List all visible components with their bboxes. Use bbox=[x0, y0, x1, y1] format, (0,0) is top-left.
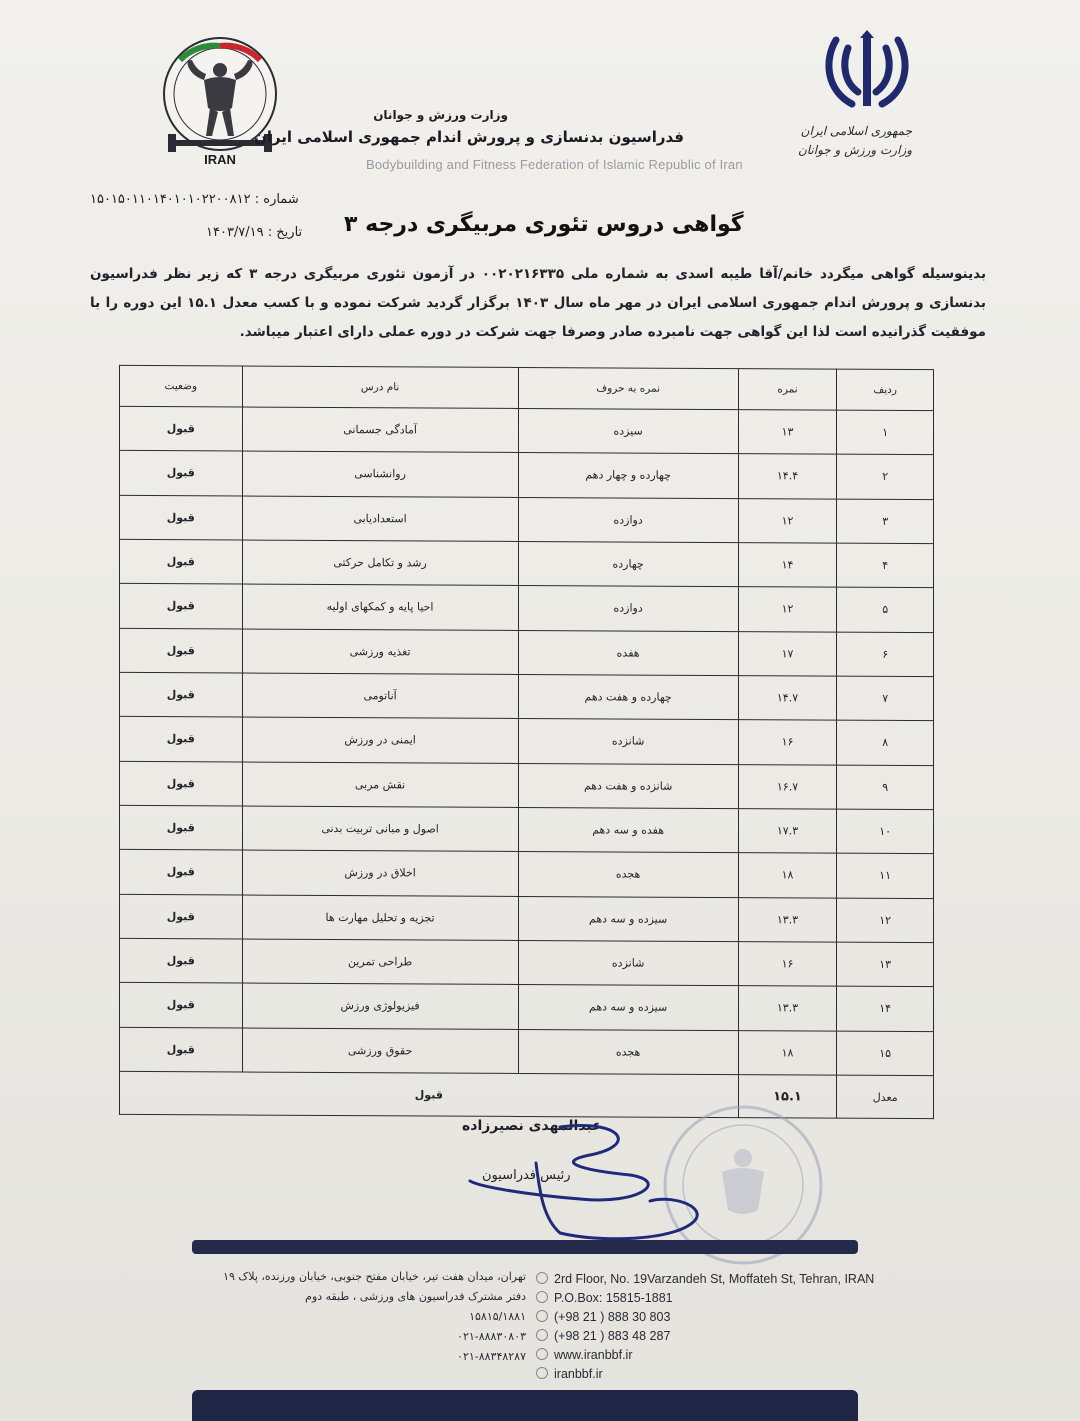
cell-row-number: ۱ bbox=[837, 410, 934, 455]
cell-score-words: چهارده و چهار دهم bbox=[518, 453, 738, 498]
table-row bbox=[120, 406, 934, 455]
cell-row-number: ۹ bbox=[837, 765, 934, 810]
table-row bbox=[120, 584, 934, 633]
cell-status: قبول bbox=[120, 1027, 243, 1072]
globe-icon bbox=[536, 1348, 548, 1360]
cell-row-number: ۴ bbox=[837, 543, 934, 588]
footer-address-fa: تهران، میدان هفت تیر، خیابان مفتح جنوبی، خیابان ورزنده، پلاک ۱۹ bbox=[223, 1270, 526, 1283]
cell-course-name: تغذیه ورزشی bbox=[242, 629, 518, 675]
table-row bbox=[120, 451, 934, 500]
cell-score: ۱۳.۳ bbox=[738, 897, 837, 942]
cell-status: قبول bbox=[120, 451, 243, 496]
cell-score-words: سیزده و سه دهم bbox=[518, 985, 738, 1030]
cell-score: ۱۷ bbox=[738, 631, 837, 676]
cell-row-number: ۳ bbox=[837, 499, 934, 544]
cell-course-name: فیزیولوژی ورزش bbox=[242, 983, 518, 1029]
table-row bbox=[120, 938, 934, 987]
cell-course-name: حقوق ورزشی bbox=[242, 1028, 518, 1074]
table-row bbox=[120, 1027, 934, 1076]
mail-icon bbox=[536, 1291, 548, 1303]
cell-course-name: اصول و مبانی تربیت بدنی bbox=[242, 806, 518, 852]
cell-status: قبول bbox=[120, 717, 243, 762]
letter-date: تاریخ : ۱۴۰۳/۷/۱۹ bbox=[206, 225, 303, 240]
signer-name: عبدالمهدی نصیرزاده bbox=[462, 1118, 602, 1134]
table-row bbox=[120, 628, 934, 677]
header-score-words: نمره به حروف bbox=[518, 367, 738, 409]
footer-pobox-en bbox=[536, 1291, 673, 1305]
cell-status: قبول bbox=[120, 628, 243, 673]
header-score: نمره bbox=[738, 369, 837, 411]
cell-status: قبول bbox=[120, 584, 243, 629]
cell-row-number: ۱۵ bbox=[837, 1031, 934, 1076]
table-row bbox=[120, 894, 934, 943]
cell-score: ۱۳.۳ bbox=[738, 986, 837, 1031]
grades-table-body bbox=[120, 406, 934, 1075]
cell-row-number: ۶ bbox=[837, 632, 934, 677]
cell-status: قبول bbox=[120, 406, 243, 451]
cell-score-words: چهارده bbox=[518, 541, 738, 586]
cell-status: قبول bbox=[120, 938, 243, 983]
cell-status: قبول bbox=[120, 672, 243, 717]
federation-logo-icon bbox=[158, 30, 282, 168]
cell-status: قبول bbox=[120, 805, 243, 850]
cell-score-words: هفده و سه دهم bbox=[518, 807, 738, 852]
cell-course-name: اخلاق در ورزش bbox=[242, 850, 518, 896]
location-icon bbox=[536, 1272, 548, 1284]
cell-score-words: شانزده و هفت دهم bbox=[518, 763, 738, 808]
ministry-label: وزارت ورزش و جوانان bbox=[373, 108, 508, 122]
fax-icon bbox=[536, 1329, 548, 1341]
average-score: ۱۵.۱ bbox=[738, 1075, 837, 1119]
grades-table bbox=[119, 365, 934, 1119]
cell-score-words: سیزده bbox=[518, 408, 738, 453]
cell-row-number: ۷ bbox=[837, 676, 934, 721]
table-row bbox=[120, 761, 934, 810]
cell-score: ۱۸ bbox=[738, 853, 837, 898]
cell-course-name: طراحی تمرین bbox=[242, 939, 518, 985]
table-row bbox=[120, 805, 934, 854]
cell-course-name: رشد و تکامل حرکتی bbox=[242, 540, 518, 586]
footer-address-en-text: 2rd Floor, No. 19Varzandeh St, Moffateh St, Tehran, IRAN bbox=[554, 1272, 875, 1286]
cell-score-words: شانزده bbox=[518, 719, 738, 764]
handwritten-signature-icon bbox=[440, 1115, 710, 1245]
cell-score: ۱۴.۴ bbox=[738, 454, 837, 499]
cell-score: ۱۴.۷ bbox=[738, 676, 837, 721]
cell-score-words: هفده bbox=[518, 630, 738, 675]
table-row bbox=[120, 495, 934, 544]
cell-score: ۱۲ bbox=[738, 587, 837, 632]
cell-score-words: دوازده bbox=[518, 497, 738, 542]
cell-course-name: آناتومی bbox=[242, 673, 518, 719]
cell-row-number: ۱۱ bbox=[837, 853, 934, 898]
gov-name-line: جمهوری اسلامی ایران bbox=[800, 124, 912, 138]
table-header-row bbox=[120, 365, 934, 410]
cell-row-number: ۲ bbox=[837, 454, 934, 499]
table-row bbox=[120, 672, 934, 721]
cell-score: ۱۴ bbox=[738, 543, 837, 588]
table-row bbox=[120, 850, 934, 899]
cell-course-name: استعدادیابی bbox=[242, 496, 518, 542]
cell-status: قبول bbox=[120, 983, 243, 1028]
footer-address-en bbox=[536, 1272, 874, 1286]
table-row bbox=[120, 717, 934, 766]
cell-row-number: ۱۰ bbox=[837, 809, 934, 854]
footer-phone1-fa: ۰۲۱-۸۸۸۳۰۸۰۳ bbox=[457, 1330, 526, 1343]
certificate-body: بدینوسیله گواهی میگردد خانم/آقا طیبه اسدی به شماره ملی ۰۰۲۰۲۱۶۳۳۵ در آزمون تئوری مربیگری درجه ۳ که زیر نظر فدراسیون بدنسازی و پرورش اندام جمهوری اسلامی ایران در مهر ماه سال ۱۴۰۳ برگزار گردید شرکت نموده و با کسب معدل ۱۵.۱ این دوره را با موفقیت گذرانیده است لذا این گواهی جهت نامبرده صادر وصرفا جهت شرکت در دوره عملی دارای اعتبار میباشد. bbox=[90, 266, 987, 340]
cell-course-name: احیا پایه و کمکهای اولیه bbox=[242, 584, 518, 630]
cell-score: ۱۶ bbox=[738, 720, 837, 765]
cell-course-name: تجزیه و تحلیل مهارت ها bbox=[242, 895, 518, 941]
cell-score-words: سیزده و سه دهم bbox=[518, 896, 738, 941]
federation-name-fa: فدراسیون بدنسازی و پرورش اندام جمهوری اسلامی ایران bbox=[254, 128, 684, 146]
cell-course-name: ایمنی در ورزش bbox=[242, 717, 518, 763]
cell-row-number: ۱۲ bbox=[837, 898, 934, 943]
footer-website-text: www.iranbbf.ir bbox=[554, 1348, 633, 1362]
certificate-title: گواهی دروس تئوری مربیگری درجه ۳ bbox=[344, 212, 744, 237]
footer-phone2-en bbox=[536, 1329, 670, 1343]
cell-status: قبول bbox=[120, 894, 243, 939]
header-row-number: ردیف bbox=[837, 369, 934, 411]
footer-website bbox=[536, 1348, 633, 1362]
footer-postal-fa: ۱۵۸۱۵/۱۸۸۱ bbox=[469, 1310, 526, 1323]
cell-status: قبول bbox=[120, 850, 243, 895]
average-status: قبول bbox=[120, 1071, 739, 1117]
iran-emblem-icon bbox=[822, 30, 912, 114]
cell-score-words: هجده bbox=[518, 852, 738, 897]
cell-score-words: شانزده bbox=[518, 940, 738, 985]
footer-office-fa: دفتر مشترک فدراسیون های ورزشی ، طبقه دوم bbox=[305, 1290, 526, 1303]
footer-pobox-en-text: P.O.Box: 15815-1881 bbox=[554, 1291, 673, 1305]
footer-phone1-en bbox=[536, 1310, 670, 1324]
letter-number: شماره : ۱۵۰۱۵۰۱۱۰۱۴۰۱۰۱۰۲۲۰۰۸۱۲ bbox=[90, 192, 299, 207]
cell-course-name: نقش مربی bbox=[242, 762, 518, 808]
header-status: وضعیت bbox=[120, 365, 243, 407]
cell-row-number: ۱۴ bbox=[837, 986, 934, 1031]
table-row bbox=[120, 539, 934, 588]
cell-score: ۱۷.۳ bbox=[738, 809, 837, 854]
cell-score-words: هجده bbox=[518, 1029, 738, 1075]
footer-phone2-en-text: (+98 21 ) 883 48 287 bbox=[554, 1329, 671, 1343]
cell-status: قبول bbox=[120, 539, 243, 584]
table-row bbox=[120, 983, 934, 1032]
average-label: معدل bbox=[837, 1075, 934, 1119]
cell-score-words: چهارده و هفت دهم bbox=[518, 674, 738, 719]
header-course-name: نام درس bbox=[242, 366, 518, 408]
cell-score: ۱۶ bbox=[738, 942, 837, 987]
federation-name-en: Bodybuilding and Fitness Federation of Islamic Republic of Iran bbox=[366, 157, 743, 172]
cell-course-name: روانشناسی bbox=[242, 451, 518, 497]
footer-social bbox=[536, 1367, 603, 1381]
footer-top-bar bbox=[192, 1240, 858, 1254]
logo-text: IRAN bbox=[204, 152, 236, 167]
cell-score: ۱۲ bbox=[738, 498, 837, 543]
cell-status: قبول bbox=[120, 495, 243, 540]
cell-score: ۱۳ bbox=[738, 410, 837, 455]
cell-row-number: ۱۳ bbox=[837, 942, 934, 987]
cell-row-number: ۵ bbox=[837, 587, 934, 632]
instagram-icon bbox=[536, 1367, 548, 1379]
cell-score: ۱۸ bbox=[738, 1030, 837, 1075]
cell-status: قبول bbox=[120, 761, 243, 806]
phone-icon bbox=[536, 1310, 548, 1322]
footer-bottom-bar bbox=[192, 1390, 858, 1421]
ministry-name-line: وزارت ورزش و جوانان bbox=[797, 143, 912, 157]
footer-social-text: iranbbf.ir bbox=[554, 1367, 603, 1381]
cell-score-words: دوازده bbox=[518, 586, 738, 631]
cell-course-name: آمادگی جسمانی bbox=[242, 407, 518, 453]
cell-score: ۱۶.۷ bbox=[738, 764, 837, 809]
cell-row-number: ۸ bbox=[837, 720, 934, 765]
footer-phone1-en-text: (+98 21 ) 888 30 803 bbox=[554, 1310, 671, 1324]
signer-role: رئیس فدراسیون bbox=[482, 1168, 571, 1183]
footer-phone2-fa: ۰۲۱-۸۸۳۴۸۲۸۷ bbox=[457, 1350, 526, 1363]
